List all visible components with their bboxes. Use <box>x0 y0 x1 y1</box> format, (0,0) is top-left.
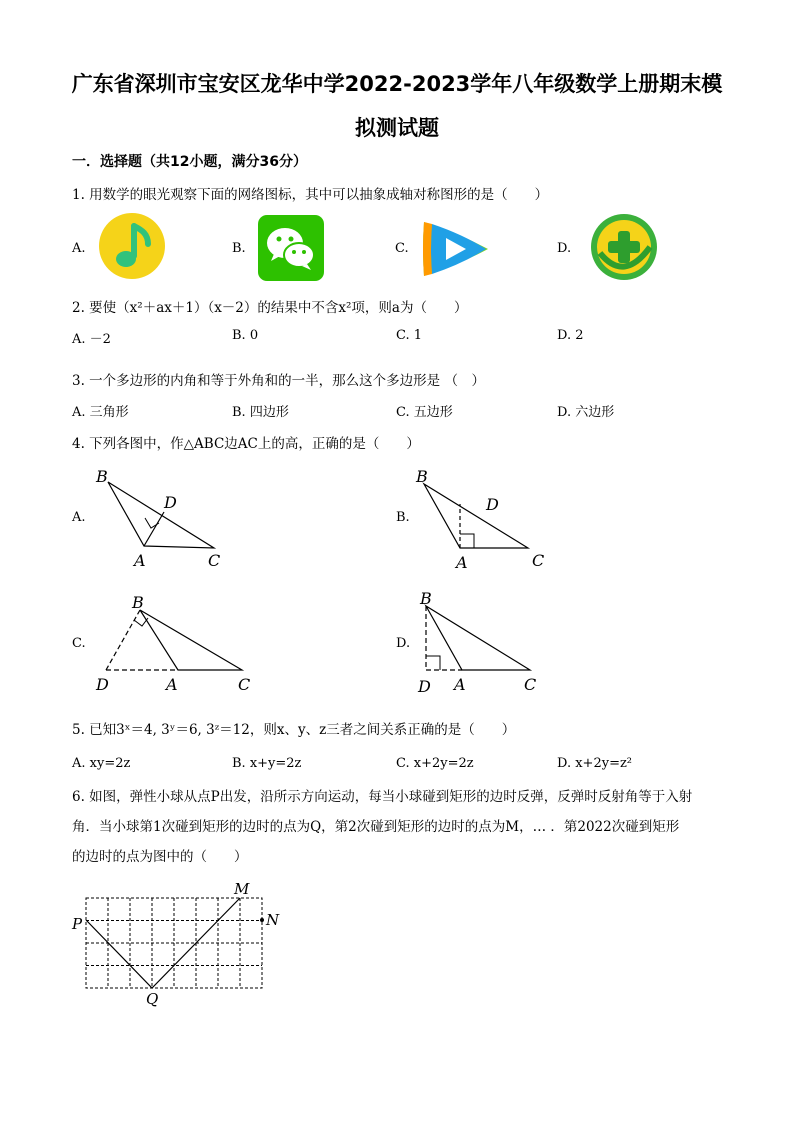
point-label-q: Q <box>146 990 159 1008</box>
point-label-b: B <box>416 467 428 486</box>
q2-option-b: B. 0 <box>232 328 259 343</box>
q2-stem: 2. 要使（x²＋ax＋1）（x－2）的结果中不含x²项，则a为（ ） <box>72 300 468 316</box>
page-title-line2: 拟测试题 <box>355 116 439 140</box>
point-label-a: A <box>134 551 146 570</box>
q1-label-b: B. <box>232 241 246 256</box>
q1-label-d: D. <box>557 241 572 256</box>
point-label-a: A <box>454 675 466 694</box>
point-label-m: M <box>234 880 250 898</box>
q5-stem: 5. 已知3ˣ＝4, 3ʸ＝6, 3ᶻ＝12，则x、y、z三者之间关系正确的是（ ） <box>72 722 516 738</box>
point-label-a: A <box>166 675 178 694</box>
point-label-b: B <box>420 590 432 608</box>
point-label-c: C <box>524 675 537 694</box>
q3-option-b: B. 四边形 <box>232 405 289 420</box>
point-label-d: D <box>96 675 109 694</box>
q3-option-a: A. 三角形 <box>72 405 129 420</box>
q6-line-3: 的边时的点为图中的（ ） <box>72 849 248 865</box>
q4-figure-c <box>90 590 260 700</box>
q6-line-1: 6. 如图，弹性小球从点P出发，沿所示方向运动，每当小球碰到矩形的边时反弹，反弹时反射角等于入射 <box>72 789 693 805</box>
q2-option-d: D. 2 <box>557 328 584 343</box>
q4-label-a: A. <box>72 510 86 525</box>
q6-stem <box>72 782 732 872</box>
q5-option-a: A. xy=2z <box>72 756 131 771</box>
q3-stem: 3. 一个多边形的内角和等于外角和的一半，那么这个多边形是 （ ） <box>72 373 485 389</box>
q4-label-b: B. <box>396 510 410 525</box>
point-label-d: D <box>418 677 431 696</box>
q5-option-b: B. x+y=2z <box>232 756 302 771</box>
q4-figure-d <box>410 590 560 700</box>
q1-label-a: A. <box>72 241 86 256</box>
360-security-icon <box>590 213 658 281</box>
wechat-icon <box>258 215 324 281</box>
tencent-video-icon <box>420 216 492 282</box>
point-label-c: C <box>238 675 251 694</box>
q6-figure <box>66 880 296 1010</box>
q5-option-d: D. x+2y=z² <box>557 756 633 771</box>
page-title-line1: 广东省深圳市宝安区龙华中学2022-2023学年八年级数学上册期末模 <box>71 72 723 96</box>
q1-label-c: C. <box>395 241 409 256</box>
q4-stem: 4. 下列各图中，作△ABC边AC上的高，正确的是（ ） <box>72 436 420 452</box>
q2-option-a: A. －2 <box>72 332 111 347</box>
point-label-c: C <box>532 551 545 570</box>
q2-option-c: C. 1 <box>396 328 423 343</box>
q3-option-d: D. 六边形 <box>557 405 615 420</box>
q4-figure-b <box>410 462 560 572</box>
section-heading: 一．选择题（共12小题，满分36分） <box>72 154 307 170</box>
point-label-b: B <box>96 467 108 486</box>
point-label-d: D <box>486 495 499 514</box>
q1-stem: 1. 用数学的眼光观察下面的网络图标，其中可以抽象成轴对称图形的是（ ） <box>72 187 549 203</box>
q5-option-c: C. x+2y=2z <box>396 756 474 771</box>
point-label-c: C <box>208 551 221 570</box>
q3-option-c: C. 五边形 <box>396 405 453 420</box>
point-label-p: P <box>72 915 83 933</box>
q4-label-c: C. <box>72 636 86 651</box>
qq-music-icon <box>98 212 166 280</box>
q6-line-2: 角．当小球第1次碰到矩形的边时的点为Q，第2次碰到矩形的边时的点为M，… ．第2022次碰到矩形 <box>72 819 680 835</box>
point-label-n: N <box>266 911 280 929</box>
q4-label-d: D. <box>396 636 411 651</box>
q4-figure-a <box>90 462 230 572</box>
point-label-d: D <box>164 493 177 512</box>
point-label-b: B <box>132 593 144 612</box>
point-label-a: A <box>456 553 468 572</box>
